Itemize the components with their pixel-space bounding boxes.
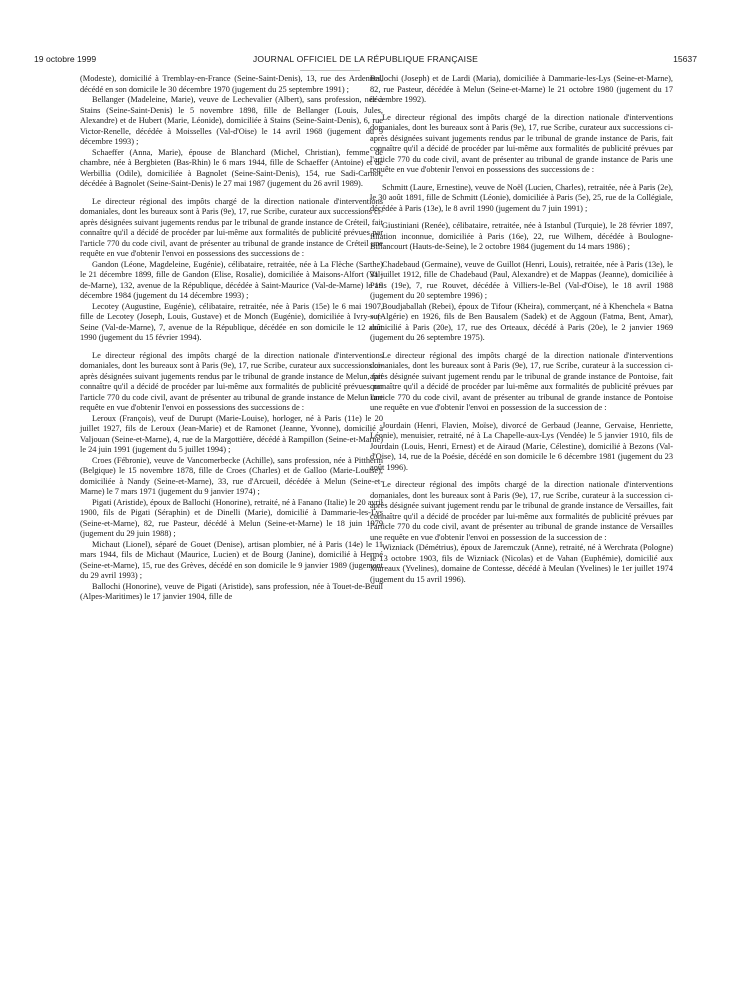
succession-entry: Wizniack (Démétrius), époux de Jaremczuk (Anne), retraité, né à Werchrata (Pologne) le 13 octobre 1903, fils de Wizniack (Nicolas) et de Vahan (Euphémie), domicilié aux Mureaux (Yvelines), domaine de Contesse, décédé à Meulan (Yvelines) le 1er juillet 1974 (jugement du 15 avril 1996). [370,543,673,584]
succession-entry: Lecotey (Augustine, Eugénie), célibataire, retraitée, née à Paris (15e) le 6 mai 1907, fille de Lecotey (Joseph, Louis, Gustave) et de Monch (Eugénie), domiciliée à Ivry-sur-Seine (Val-de-Marne), 7, avenue de la République, décédée en son domicile le 12 août 1990 (jugement du 15 février 1994). [80,301,383,342]
succession-entry: Ballochi (Joseph) et de Lardi (Maria), domiciliée à Dammarie-les-Lys (Seine-et-Marne), 82, rue Pasteur, décédée à Melun (Seine-et-Marne) le 21 octobre 1980 (jugement du 17 décembre 1992). [370,74,673,104]
page-header [34,54,697,66]
succession-entry: Leroux (François), veuf de Durupt (Marie-Louise), horloger, né à Paris (11e) le 20 juillet 1927, fils de Leroux (Jean-Marie) et de Ramonet (Jeanne, Yvonne), domicilié à Valjouan (Seine-et-Marne), 4, rue de la Margottière, décédé à Rampillon (Seine-et-Marne) le 24 juin 1991 (jugement du 5 juillet 1994) ; [80,413,383,454]
header-title: JOURNAL OFFICIEL DE LA RÉPUBLIQUE FRANÇAISE [252,54,479,64]
header-date: 19 octobre 1999 [34,54,97,64]
succession-entry: Croes (Fébronie), veuve de Vancomerbecke (Achille), sans profession, née à Pittherm (Belgique) le 15 novembre 1878, fille de Croes (Charles) et de Galloo (Marie-Louise), domiciliée à Nandy (Seine-et-Marne), 33, rue d'Arcueil, décédée à Melun (Seine-et-Marne) le 7 mars 1971 (jugement du 9 janvier 1974) ; [80,455,383,496]
succession-entry: Boudjaballah (Rebei), époux de Tifour (Kheira), commerçant, né à Khenchela « Batna » (Algérie) en 1926, fils de Ben Bausalem (Sadek) et de Aggoun (Fatma, Bent, Amar), domicilié à Paris (20e), 17, rue des Orteaux, décédé à Paris (20e), le 2 janvier 1969 (jugement du 26 septembre 1975). [370,301,673,342]
succession-entry: (Modeste), domicilié à Tremblay-en-France (Seine-Saint-Denis), 13, rue des Ardennes, décédé en son domicile le 30 décembre 1970 (jugement du 25 septembre 1991) ; [80,74,383,94]
succession-entry: Bellanger (Madeleine, Marie), veuve de Lechevalier (Albert), sans profession, née à Stains (Seine-Saint-Denis) le 5 novembre 1898, fille de Bellanger (Louis, Jules, Alexandre) et de Hubert (Marie, Léonide), domiciliée à Stains (Seine-Saint-Denis), 6, rue Victor-Renelle, décédée à Moisselles (Val-d'Oise) le 14 avril 1968 (jugement du 9 décembre 1993) ; [80,95,383,146]
header-rule [300,70,360,71]
notice-paragraph: Le directeur régional des impôts chargé de la direction nationale d'interventions domaniales, dont les bureaux sont à Paris (9e), 17, rue Scribe, curateur aux successions ci-après désignées suivant jugements rendus par le tribunal de grande instance de Créteil, fait connaître qu'il a décidé de procéder par lui-même aux formalités de publicité prévues par l'article 770 du code civil, avant de présenter au tribunal de grande instance de Créteil une requête en vue d'obtenir l'envoi en possessions des successions de : [80,196,383,258]
notice-paragraph: Giustiniani (Renée), célibataire, retraitée, née à Istanbul (Turquie), le 28 février 1897, filiation inconnue, domiciliée à Paris (16e), 22, rue Wilhem, décédée à Boulogne-Billancourt (Hauts-de-Seine), le 2 octobre 1984 (jugement du 14 mars 1986) ; [370,221,673,251]
page-number: 15637 [673,54,697,64]
succession-entry: Michaut (Lionel), séparé de Gouet (Denise), artisan plombier, né à Paris (14e) le 11 mars 1944, fils de Michaut (Maurice, Lucien) et de Bourg (Janine), domicilié à Hermé (Seine-et-Marne), 15, rue des Grèves, décédé en son domicile le 9 janvier 1989 (jugement du 29 avril 1993) ; [80,539,383,580]
left-column [80,74,383,603]
notice-paragraph: Le directeur régional des impôts chargé de la direction nationale d'interventions domaniales, dont les bureaux sont à Paris (9e), 17, rue Scribe, curateur à la succession ci-après désignée suivant jugement rendu par le tribunal de grande instance de Pontoise, fait connaître qu'il a décidé de procéder par lui-même aux formalités de publicité prévues par l'article 770 du code civil, avant de présenter au tribunal de grande instance de Pontoise une requête en vue d'obtenir l'envoi en possession de la succession de : [370,350,673,412]
notice-paragraph: Le directeur régional des impôts chargé de la direction nationale d'interventions domaniales, dont les bureaux sont à Paris (9e), 17, rue Scribe, curateur à la succession ci-après désignée suivant jugement rendu par le tribunal de grande instance de Versailles, fait connaître qu'il a décidé de procéder par lui-même aux formalités de publicité prévues par l'article 770 du code civil, avant de présenter au tribunal de grande instance de Versailles une requête en vue d'obtenir l'envoi en possession de la succession de : [370,480,673,542]
right-column [370,74,673,585]
notice-paragraph: Le directeur régional des impôts chargé de la direction nationale d'interventions domaniales, dont les bureaux sont à Paris (9e), 17, rue Scribe, curateur aux successions ci-après désignées suivant jugements rendus par le tribunal de grande instance de Melun, fait connaître qu'il a décidé de procéder par lui-même aux formalités de publicité prévues par l'article 770 du code civil, avant de présenter au tribunal de grande instance de Melun une requête en vue d'obtenir l'envoi en possessions des successions de : [80,350,383,412]
notice-paragraph: Schmitt (Laure, Ernestine), veuve de Noël (Lucien, Charles), retraitée, née à Paris (2e), le 30 août 1891, fille de Schmitt (Léonie), domiciliée à Paris (5e), 25, rue de la Collégiale, décédée à Paris (13e), le 8 avril 1990 (jugement du 7 juin 1991) ; [370,182,673,213]
notice-paragraph: Chadebaud (Germaine), veuve de Guillot (Henri, Louis), retraitée, née à Paris (13e), le 31 juillet 1912, fille de Chadebaud (Paul, Alexandre) et de Mappas (Jeanne), domiciliée à Paris (19e), 7, rue Rouvet, décédée à Villiers-le-Bel (Val-d'Oise), le 18 avril 1988 (jugement du 20 septembre 1996) ; [370,259,673,300]
succession-entry: Pigati (Aristide), époux de Ballochi (Honorine), retraité, né à Fanano (Italie) le 20 avril 1900, fils de Pigati (Séraphin) et de Dinelli (Marie), domicilié à Dammarie-les-Lys (Seine-et-Marne), 82, rue Pasteur, décédé à Melun (Seine-et-Marne) le 18 juin 1979 (jugement du 29 juin 1988) ; [80,497,384,538]
succession-entry: Schaeffer (Anna, Marie), épouse de Blanchard (Michel, Christian), femme de chambre, née à Bergbieten (Bas-Rhin) le 6 mars 1944, fille de Schaeffer (Antoine) et de Werbillia (Odile), domiciliée à Bagnolet (Seine-Saint-Denis), 154, rue Sadi-Carnot, décédée à Bagnolet (Seine-Saint-Denis) le 27 mai 1987 (jugement du 26 avril 1989). [80,147,383,188]
succession-entry: Gandon (Léone, Magdeleine, Eugénie), célibataire, retraitée, née à La Flèche (Sarthe) le 21 décembre 1899, fille de Gandon (Elise, Rosalie), domiciliée à Maisons-Alfort (Val-de-Marne), 132, avenue de la République, décédée à Saint-Maurice (Val-de-Marne) le 19 décembre 1984 (jugement du 14 décembre 1993) ; [80,259,383,300]
notice-paragraph: Le directeur régional des impôts chargé de la direction nationale d'interventions domaniales, dont les bureaux sont à Paris (9e), 17, rue Scribe, curateur aux successions ci-après désignées suivant jugements rendus par le tribunal de grande instance de Paris, fait connaître qu'il a décidé de procéder par lui-même aux formalités de publicité prévues par l'article 770 du code civil, avant de présenter au tribunal de grande instance de Paris une requête en vue d'obtenir l'envoi en possessions des successions de : [370,112,673,174]
succession-entry: Ballochi (Honorine), veuve de Pigati (Aristide), sans profession, née à Touet-de-Beuil (Alpes-Maritimes) le 17 janvier 1904, fille de [80,581,383,601]
notice-paragraph: Jourdain (Henri, Flavien, Moïse), divorcé de Gerbaud (Jeanne, Gervaise, Henriette, Léonie), menuisier, retraité, né à La Chapelle-aux-Lys (Vendée) le 5 janvier 1910, fils de Jourdain (Louis, Henri, Ernest) et de Airaud (Marie, Célestine), domicilié à Bezons (Val-d'Oise), 14, rue de la Poésie, décédé en son domicile le 6 décembre 1981 (jugement du 23 août 1996). [370,420,673,472]
